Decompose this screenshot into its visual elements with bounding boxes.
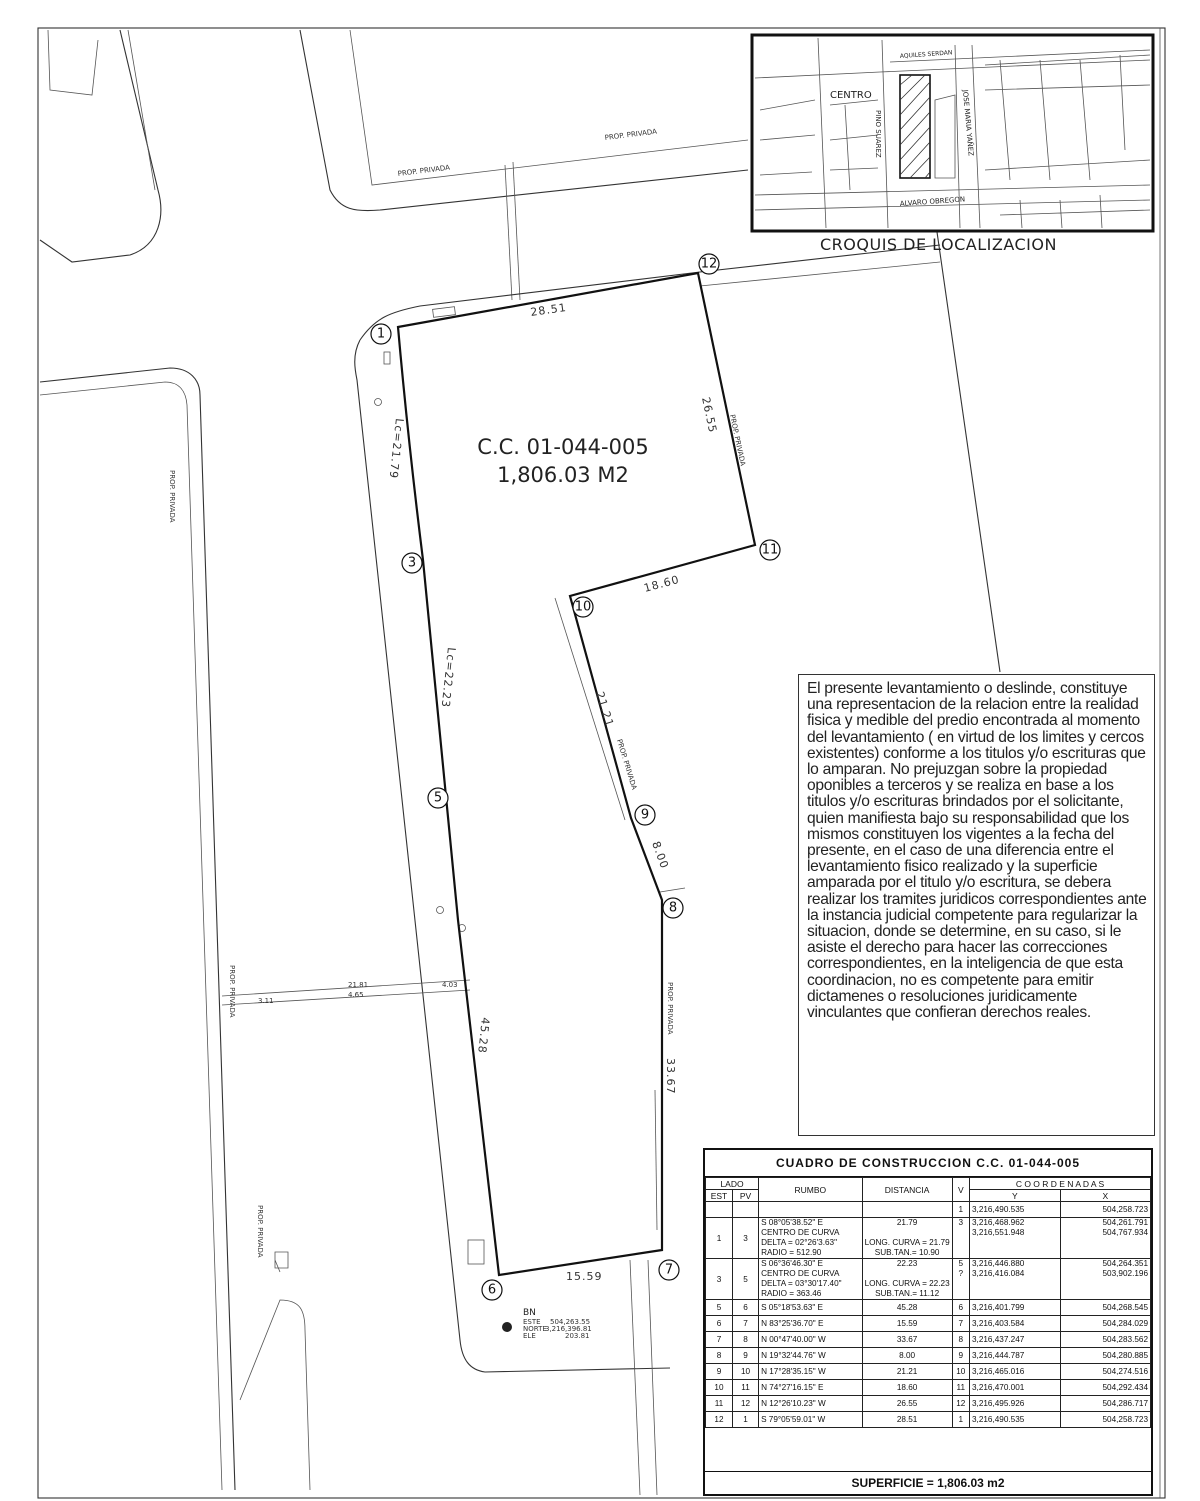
cell-pv: 6 (732, 1300, 758, 1316)
cell-distancia: 45.28 (862, 1300, 952, 1316)
cell-est: 9 (706, 1364, 733, 1380)
svg-text:BN: BN (523, 1308, 536, 1318)
cell-y: 3,216,465.016 (969, 1364, 1060, 1380)
parcel-id: C.C. 01-044-005 (477, 435, 649, 459)
inset-street-south: ALVARO OBREGON (899, 195, 966, 208)
table-row-curve (706, 1218, 1151, 1259)
cell-x: 504,264.351 503,902.196 (1060, 1259, 1150, 1300)
cell-x: 504,268.545 (1060, 1300, 1150, 1316)
table-row (706, 1300, 1151, 1316)
side-12-11: 26.55 (699, 395, 720, 435)
cell-v: 12 (952, 1396, 969, 1412)
cell-rumbo: N 17°28'35.15" W (759, 1364, 863, 1380)
vertex-6 (482, 1280, 502, 1300)
side-10-9: 21.21 (593, 690, 617, 729)
svg-text:6: 6 (487, 1282, 497, 1298)
parcel-area: 1,806.03 M2 (497, 463, 629, 487)
svg-text:8: 8 (668, 900, 678, 916)
cell-y: 3,216,490.535 (969, 1412, 1060, 1428)
table-row (706, 1364, 1151, 1380)
cell-pv: 10 (732, 1364, 758, 1380)
cell-y: 3,216,444.787 (969, 1348, 1060, 1364)
cell-x: 504,286.717 (1060, 1396, 1150, 1412)
dim-street-4: 4.03 (442, 981, 458, 989)
cell-rumbo: S 05°18'53.63" E (759, 1300, 863, 1316)
vertex-8 (663, 898, 683, 918)
label-prop-privada-2: PROP. PRIVADA (604, 127, 658, 142)
cell-distancia: 33.67 (862, 1332, 952, 1348)
dim-street-2: 4.65 (348, 991, 364, 999)
svg-text:ELE: ELE (523, 1332, 536, 1340)
cell-v: 9 (952, 1348, 969, 1364)
disclaimer-note (798, 674, 1155, 1136)
neighbor-fence (555, 598, 625, 820)
header-v: V (952, 1178, 969, 1202)
cell-y: 3,216,403.584 (969, 1316, 1060, 1332)
header-coordenadas: C O O R D E N A D A S (969, 1178, 1150, 1190)
cell-est: 11 (706, 1396, 733, 1412)
cell-rumbo: N 19°32'44.76" W (759, 1348, 863, 1364)
cell-x: 504,274.516 (1060, 1364, 1150, 1380)
cell-est: 6 (706, 1316, 733, 1332)
label-prop-privada-6: PROP. PRIVADA (728, 413, 747, 467)
cell-distancia: 21.79 LONG. CURVA = 21.79 SUB.TAN.= 10.90 (862, 1218, 952, 1259)
table-row (706, 1412, 1151, 1428)
block-outline-west (40, 368, 235, 1490)
table-row (706, 1380, 1151, 1396)
cell-pv: 5 (732, 1259, 758, 1300)
table-row (706, 1348, 1151, 1364)
header-lado: LADO (706, 1178, 759, 1190)
vertex-12 (699, 254, 719, 274)
table-row (706, 1396, 1151, 1412)
svg-text:5: 5 (433, 790, 443, 806)
svg-text:NORTE: NORTE (523, 1325, 547, 1333)
location-inset (752, 35, 1153, 231)
vertex-9 (635, 805, 655, 825)
inset-leader (937, 232, 1000, 672)
cell-y: 3,216,437.247 (969, 1332, 1060, 1348)
cell-est: 7 (706, 1332, 733, 1348)
svg-text:ESTE: ESTE (523, 1318, 541, 1326)
inset-street-east: JOSE MARIA YAÑEZ (961, 89, 975, 157)
vertex-11 (760, 540, 780, 560)
side-1-12: 28.51 (529, 301, 568, 319)
cell-distancia: 28.51 (862, 1412, 952, 1428)
label-prop-privada-4: PROP. PRIVADA (228, 965, 236, 1018)
side-7-6: 15.59 (566, 1270, 603, 1283)
cell-pv: 7 (732, 1316, 758, 1332)
header-rumbo: RUMBO (759, 1178, 863, 1202)
side-6-5: 45.28 (475, 1016, 492, 1055)
cell-v: 8 (952, 1332, 969, 1348)
svg-text:504,263.55: 504,263.55 (550, 1318, 591, 1326)
cell-v: 6 (952, 1300, 969, 1316)
street-edge-north (360, 245, 940, 340)
label-prop-privada-3: PROP. PRIVADA (168, 470, 176, 523)
label-prop-privada-8: PROP. PRIVADA (666, 982, 674, 1035)
cell-pv: 3 (732, 1218, 758, 1259)
dim-street-3: 3.11 (258, 997, 274, 1005)
cell-distancia: 18.60 (862, 1380, 952, 1396)
cell-est: 5 (706, 1300, 733, 1316)
side-8-7: 33.67 (664, 1058, 677, 1095)
table-row-curve (706, 1259, 1151, 1300)
table-row (706, 1316, 1151, 1332)
construction-table (703, 1148, 1153, 1496)
cell-y: 3,216,446.880 3,216,416.084 (969, 1259, 1060, 1300)
cell-x: 504,258.723 (1060, 1412, 1150, 1428)
cell-x: 504,292.434 (1060, 1380, 1150, 1396)
header-pv: PV (732, 1190, 758, 1202)
street-edge-west (355, 340, 670, 1372)
cell-x: 504,283.562 (1060, 1332, 1150, 1348)
table-title: CUADRO DE CONSTRUCCION C.C. 01-044-005 (705, 1150, 1151, 1177)
vertex-5 (428, 788, 448, 808)
cell-est: 1 (706, 1218, 733, 1259)
parcel-boundary (398, 273, 755, 1275)
table-row (706, 1332, 1151, 1348)
inset-caption: CROQUIS DE LOCALIZACION (820, 235, 1057, 254)
cell-rumbo: N 12°26'10.23" W (759, 1396, 863, 1412)
table-row-start: 1 3,216,490.535 504,258.723 (706, 1202, 1151, 1218)
cell-est: 3 (706, 1259, 733, 1300)
header-x: X (1060, 1190, 1150, 1202)
svg-text:1: 1 (376, 326, 386, 342)
cell-distancia: 26.55 (862, 1396, 952, 1412)
cell-pv: 9 (732, 1348, 758, 1364)
vertex-7 (659, 1260, 679, 1280)
svg-text:9: 9 (640, 807, 650, 823)
header-est: EST (706, 1190, 733, 1202)
cell-pv: 8 (732, 1332, 758, 1348)
dim-street-1: 21.81 (348, 981, 369, 989)
cell-y: 3,216,401.799 (969, 1300, 1060, 1316)
cell-rumbo: S 06°36'46.30" E CENTRO DE CURVA DELTA = 03°30'17.40" RADIO = 363.46 (759, 1259, 863, 1300)
vertex-10 (573, 597, 593, 617)
table-body (706, 1202, 1151, 1428)
svg-text:12: 12 (700, 256, 718, 272)
disclaimer-text: El presente levantamiento o deslinde, constituye una representacion de la relacion entre la realidad fisica y medible del predio encontrada al momento del levantamiento ( en virtud de los limites y cercos existentes) conforme a los titulos y/o escrituras que lo amparan. No prejuzgan sobre la propiedad oponibles a terceros y se realiza en base a los titulos y/o escrituras brindados por el solicitante, quien manifiesta bajo su responsabilidad que los mismos constituyen los vigentes a la fecha del presente, en el caso de una diferencia entre el levantamiento fisico realizado y la superficie amparada por el titulo y/o escritura, se debera realizar los tramites juridicos correspondientes ante la instancia judicial competente para regularizar la situacion, donde se determine, en su caso, si le asiste el derecho para hacer las correcciones correspondientes, en la inteligencia de que esta coordinacion, no es competente para emitir dictamenes o resoluciones juridicamente vinculantes que confieran derechos reales. (807, 680, 1147, 1022)
label-prop-privada-1: PROP. PRIVADA (397, 163, 451, 178)
construction-table-grid (705, 1177, 1151, 1428)
svg-text:11: 11 (761, 542, 779, 558)
vertex-3 (402, 553, 422, 573)
cell-distancia: 8.00 (862, 1348, 952, 1364)
block-outline-top-left (48, 30, 98, 95)
inset-street-north: AQUILES SERDAN (899, 49, 953, 60)
cell-distancia: 22.23 LONG. CURVA = 22.23 SUB.TAN.= 11.12 (862, 1259, 952, 1300)
cell-y: 3,216,468.962 3,216,551.948 (969, 1218, 1060, 1259)
cell-y: 3,216,470.001 (969, 1380, 1060, 1396)
cell-v: 10 (952, 1364, 969, 1380)
cell-est: 8 (706, 1348, 733, 1364)
benchmark (502, 1308, 592, 1340)
svg-text:10: 10 (574, 599, 592, 615)
cell-rumbo: N 83°25'36.70" E (759, 1316, 863, 1332)
inset-street-west: PINO SUAREZ (874, 110, 882, 158)
cell-x: 504,284.029 (1060, 1316, 1150, 1332)
cell-pv: 1 (732, 1412, 758, 1428)
cell-distancia: 21.21 (862, 1364, 952, 1380)
block-outline-north (300, 30, 748, 211)
side-9-8: 8.00 (649, 839, 672, 871)
inset-centro: CENTRO (830, 90, 872, 101)
cell-x: 504,261.791 504,767.934 (1060, 1218, 1150, 1259)
svg-text:3,216,396.81: 3,216,396.81 (545, 1325, 592, 1333)
vertex-1 (371, 324, 391, 344)
cell-pv: 11 (732, 1380, 758, 1396)
cell-v: 3 (952, 1218, 969, 1259)
cell-y: 3,216,495.926 (969, 1396, 1060, 1412)
cell-v: 5 ? (952, 1259, 969, 1300)
cell-distancia: 15.59 (862, 1316, 952, 1332)
table-footer-superficie: SUPERFICIE = 1,806.03 m2 (705, 1471, 1151, 1494)
cell-v: 1 (952, 1412, 969, 1428)
label-prop-privada-7: PROP. PRIVADA (615, 738, 639, 791)
cell-rumbo: N 74°27'16.15" E (759, 1380, 863, 1396)
label-prop-privada-5: PROP. PRIVADA (256, 1205, 264, 1258)
side-3-1: Lc=21.79 (386, 417, 406, 480)
cell-pv: 12 (732, 1396, 758, 1412)
header-y: Y (969, 1190, 1060, 1202)
cell-rumbo: S 79°05'59.01" W (759, 1412, 863, 1428)
cell-x: 504,280.885 (1060, 1348, 1150, 1364)
header-distancia: DISTANCIA (862, 1178, 952, 1202)
block-outline-left (40, 30, 161, 262)
cell-rumbo: S 08°05'38.52" E CENTRO DE CURVA DELTA = 02°26'3.63" RADIO = 512.90 (759, 1218, 863, 1259)
side-5-3: Lc=22.23 (438, 646, 458, 709)
cell-rumbo: N 00°47'40.00" W (759, 1332, 863, 1348)
cell-v: 7 (952, 1316, 969, 1332)
cell-est: 10 (706, 1380, 733, 1396)
svg-text:7: 7 (664, 1262, 674, 1278)
svg-text:3: 3 (407, 555, 417, 571)
cell-v: 11 (952, 1380, 969, 1396)
svg-text:203.81: 203.81 (565, 1332, 590, 1340)
side-11-10: 18.60 (642, 572, 682, 595)
cell-est: 12 (706, 1412, 733, 1428)
